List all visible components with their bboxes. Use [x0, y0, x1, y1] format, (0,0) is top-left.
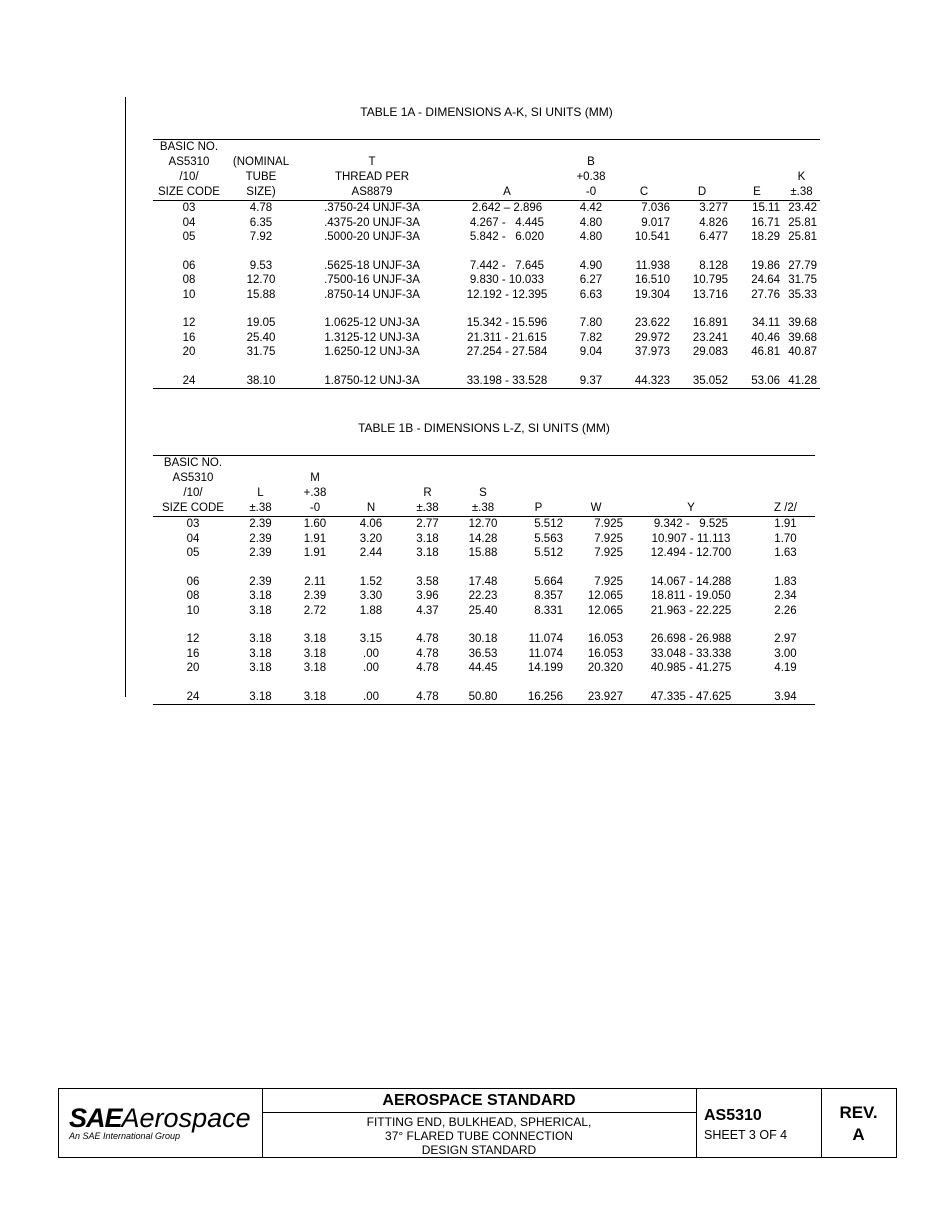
table-cell: 1.91 [303, 532, 327, 545]
column-header-line: +.38 [303, 487, 327, 499]
table-cell: 2.39 [249, 518, 272, 530]
table-cell: 15.88 [468, 547, 498, 559]
table-cell: .00 [342, 690, 400, 705]
table-cell: 24 [153, 374, 225, 389]
table-cell: 08 [182, 274, 196, 286]
document-number-cell [696, 1089, 822, 1157]
table-cell: 3.18 [303, 662, 327, 674]
table-cell: 9.017 [641, 216, 670, 229]
table-cell: 6.35 [249, 216, 273, 229]
table-cell: 9.53 [249, 259, 273, 272]
column-header [783, 140, 820, 201]
table-cell: 16.891 [692, 317, 728, 329]
table-cell: 39.68 [788, 317, 817, 329]
column-header-line: T [368, 156, 376, 168]
group-spacer [153, 618, 815, 632]
table-cell: 7.82 [579, 331, 603, 344]
table-cell: 2.642 – 2.896 [471, 202, 543, 214]
table-row [153, 374, 820, 389]
table-cell: 9.830 - 10.033 [469, 274, 545, 286]
table-cell: 4.78 [249, 202, 273, 214]
table-cell: 3.18 [249, 647, 272, 660]
table-cell: 10.541 [634, 231, 670, 243]
table-cell: 12.70 [468, 518, 498, 530]
table-cell: 33.198 - 33.528 [447, 374, 567, 389]
table-cell: 15.342 - 15.596 [466, 317, 548, 329]
column-header-line: SIZE) [246, 186, 276, 198]
table-cell: 3.15 [359, 633, 383, 645]
table-cell: 10 [186, 604, 200, 617]
group-spacer [153, 302, 820, 316]
table-cell: 12.494 - 12.700 [650, 547, 732, 559]
table-cell: 25.81 [788, 216, 817, 229]
table-cell: 1.63 [774, 547, 797, 559]
column-header-line: B [587, 156, 595, 168]
table-row [153, 661, 815, 676]
table-cell: 2.39 [249, 532, 272, 545]
table-cell: 7.925 [594, 547, 623, 559]
table-cell: 10.795 [692, 274, 728, 286]
table-cell: 16.053 [587, 633, 623, 645]
table-cell: 08 [186, 590, 200, 602]
table-cell: 4.78 [416, 633, 439, 645]
revision-cell [821, 1089, 896, 1157]
table-cell: 1.0625-12 UNJ-3A [324, 317, 420, 329]
sae-logo-tagline: An SAE International Group [69, 1131, 181, 1141]
table-cell: 23.42 [788, 202, 817, 214]
table-1b [153, 455, 815, 705]
table-row [153, 316, 820, 331]
table-cell: 4.19 [774, 662, 797, 674]
column-header-line: E [753, 186, 761, 198]
table-row [153, 230, 820, 245]
column-header-line: Y [687, 502, 695, 514]
table-cell: 4.42 [579, 202, 603, 214]
table-row [153, 604, 815, 619]
table-row [153, 589, 815, 604]
table-cell: 15.11 [752, 202, 780, 214]
table-cell: 33.048 - 33.338 [650, 647, 732, 660]
table-cell: 40.87 [788, 346, 817, 358]
sheet-number: SHEET 3 OF 4 [704, 1128, 788, 1142]
table-cell: 27.76 [751, 288, 780, 301]
table-cell: 1.52 [359, 575, 383, 588]
table-cell: 1.88 [359, 604, 383, 617]
table-row [153, 575, 815, 590]
table-cell: 35.33 [788, 288, 817, 301]
table-cell: 3.18 [249, 633, 272, 645]
sae-logo-sae: SAE [69, 1103, 122, 1133]
table-cell: 1.70 [774, 532, 797, 545]
table-cell: 06 [182, 259, 196, 272]
table-cell: 2.97 [774, 633, 797, 645]
table-cell: 03 [182, 202, 196, 214]
table-cell: 3.18 [249, 604, 272, 617]
table-cell: 03 [186, 518, 200, 530]
table-cell: 50.80 [455, 690, 511, 705]
table-cell: 3.00 [774, 647, 797, 660]
column-header [756, 456, 815, 517]
column-header-line: SIZE CODE [158, 186, 220, 198]
table-cell: .00 [363, 647, 379, 660]
column-header [153, 456, 233, 517]
table-cell: 4.78 [416, 662, 439, 674]
table-cell: 9.04 [579, 346, 603, 358]
column-header [297, 140, 447, 201]
table-cell: .5625-18 UNJF-3A [324, 259, 420, 272]
column-header [673, 140, 731, 201]
table-cell: 30.18 [468, 633, 498, 645]
table-1a-title: TABLE 1A - DIMENSIONS A-K, SI UNITS (MM) [360, 105, 613, 119]
table-cell: 12 [186, 633, 200, 645]
table-cell: 3.58 [416, 575, 439, 588]
column-header [566, 456, 626, 517]
group-spacer [153, 676, 815, 690]
table-cell: 11.074 [528, 633, 563, 645]
table-cell: 25.40 [468, 604, 498, 617]
column-header [225, 140, 297, 201]
table-cell: 16.71 [751, 216, 780, 229]
table-cell: 37.973 [634, 346, 670, 358]
table-cell: 1.91 [303, 547, 327, 559]
table-cell: 8.357 [534, 590, 563, 602]
table-cell: 6.27 [579, 274, 603, 286]
table-cell: 4.06 [359, 518, 383, 530]
table-cell: 16.053 [587, 647, 623, 660]
column-header [342, 456, 400, 517]
table-cell: 7.925 [594, 532, 623, 545]
table-cell: 7.80 [579, 317, 603, 329]
table-cell: 31.75 [788, 274, 817, 286]
table-cell: 7.442 - 7.645 [469, 259, 545, 272]
table-cell: 7.925 [594, 518, 623, 530]
table-row [153, 259, 820, 274]
table-cell: 11.938 [635, 259, 670, 272]
table-cell: 7.92 [249, 231, 273, 243]
table-cell: 4.37 [416, 604, 439, 617]
column-header [626, 456, 756, 517]
table-cell: 23.927 [566, 690, 626, 705]
table-cell: 27.254 - 27.584 [466, 346, 548, 358]
table-cell: 18.29 [751, 231, 780, 243]
column-header-line: THREAD PER [334, 171, 410, 183]
table-cell: 14.067 - 14.288 [650, 575, 732, 588]
table-cell: 22.23 [468, 590, 498, 602]
table-row [153, 632, 815, 647]
table-cell: 35.052 [673, 374, 731, 389]
table-cell: 8.128 [699, 259, 728, 272]
table-cell: 1.60 [303, 518, 327, 530]
table-cell: 40.985 - 41.275 [650, 662, 732, 674]
table-row [153, 647, 815, 662]
table-cell: 12.192 - 12.395 [466, 288, 548, 301]
table-cell: 24 [153, 690, 233, 705]
table-cell: 3.18 [233, 690, 288, 705]
table-cell: 12.065 [587, 590, 623, 602]
column-header-line: SIZE CODE [162, 502, 224, 514]
table-cell: 05 [182, 231, 196, 243]
column-header-line: +0.38 [576, 171, 606, 183]
table-cell: 4.267 - 4.445 [469, 216, 545, 229]
column-header-line: ±.38 [416, 502, 439, 514]
table-cell: 16 [182, 331, 196, 344]
table-cell: 1.3125-12 UNJ-3A [324, 331, 420, 344]
table-cell: 4.80 [579, 216, 603, 229]
table-cell: 2.77 [416, 518, 439, 530]
table-cell: .5000-20 UNJF-3A [324, 231, 420, 243]
table-1a-body [153, 201, 820, 389]
table-cell: 44.45 [468, 662, 498, 674]
table-cell: 04 [186, 532, 200, 545]
table-cell: 2.39 [249, 547, 272, 559]
table-cell: 29.083 [692, 346, 728, 358]
table-cell: 13.716 [692, 288, 728, 301]
table-cell: 5.512 [534, 547, 563, 559]
table-cell: 18.811 - 19.050 [651, 590, 731, 602]
table-cell: 7.036 [641, 202, 670, 214]
column-header-line: A [503, 186, 511, 198]
column-header-line: N [366, 502, 376, 514]
table-cell: 19.05 [246, 317, 276, 329]
column-header [511, 456, 566, 517]
column-header-line: AS5310 [172, 472, 214, 484]
table-cell: 8.331 [534, 604, 563, 617]
change-bar [125, 97, 126, 697]
document-number: AS5310 [704, 1107, 762, 1124]
table-cell: 3.18 [303, 633, 327, 645]
table-1b-title: TABLE 1B - DIMENSIONS L-Z, SI UNITS (MM) [358, 421, 610, 435]
column-header-line: K [797, 171, 806, 183]
table-cell: 4.90 [579, 259, 603, 272]
group-spacer [153, 360, 820, 374]
table-cell: 16.510 [634, 274, 670, 286]
table-cell: 3.18 [303, 647, 327, 660]
sae-logo-wordmark [69, 1103, 251, 1134]
table-cell: 15.88 [246, 288, 276, 301]
table-cell: 6.63 [579, 288, 603, 301]
column-header [153, 140, 225, 201]
table-cell: 47.335 - 47.625 [626, 690, 756, 705]
table-row [153, 532, 815, 547]
column-header-line: D [697, 186, 707, 198]
column-header-line: AS5310 [168, 156, 210, 168]
table-cell: 41.28 [783, 374, 820, 389]
table-cell: 31.75 [246, 346, 276, 358]
table-cell: 36.53 [468, 647, 498, 660]
table-cell: 3.18 [249, 662, 272, 674]
table-1a-header-row [153, 140, 820, 201]
table-cell: 14.199 [527, 662, 563, 674]
document-description [262, 1113, 696, 1157]
revision-value: A [852, 1125, 865, 1144]
table-cell: 17.48 [468, 575, 498, 588]
table-cell: 5.512 [534, 518, 563, 530]
table-cell: 2.72 [303, 604, 327, 617]
table-cell: 21.311 - 21.615 [467, 331, 547, 344]
table-cell: 9.342 - 9.525 [653, 518, 729, 530]
column-header-line: W [590, 502, 602, 514]
column-header [400, 456, 455, 517]
table-cell: .7500-16 UNJF-3A [324, 274, 420, 286]
table-cell: 2.44 [359, 547, 383, 559]
table-cell: 4.826 [699, 216, 728, 229]
table-cell: 12.065 [587, 604, 623, 617]
table-cell: 3.18 [249, 590, 272, 602]
table-1b-header-row [153, 456, 815, 517]
title-block [58, 1088, 897, 1158]
column-header-line: BASIC NO. [163, 457, 223, 469]
table-cell: 10.907 - 11.113 [651, 532, 731, 545]
table-cell: .8750-14 UNJF-3A [324, 288, 420, 301]
table-cell: 5.664 [534, 575, 563, 588]
table-cell: 53.06 [731, 374, 783, 389]
table-cell: 39.68 [788, 331, 817, 344]
table-cell: 40.46 [751, 331, 780, 344]
table-cell: 04 [182, 216, 196, 229]
table-cell: .3750-24 UNJF-3A [324, 202, 420, 214]
table-cell: 7.925 [594, 575, 623, 588]
column-header-line: L [257, 487, 264, 499]
column-header [731, 140, 783, 201]
table-cell: 2.26 [774, 604, 797, 617]
table-cell: 25.40 [246, 331, 276, 344]
table-cell: 38.10 [225, 374, 297, 389]
table-cell: 12 [182, 317, 196, 329]
table-cell: 4.78 [416, 647, 439, 660]
table-cell: 20 [186, 662, 200, 674]
table-cell: 14.28 [468, 532, 498, 545]
table-cell: 3.20 [359, 532, 383, 545]
table-row [153, 216, 820, 231]
table-cell: 06 [186, 575, 200, 588]
table-cell: 1.91 [774, 518, 797, 530]
table-cell: .4375-20 UNJF-3A [324, 216, 420, 229]
column-header-line: /10/ [183, 487, 203, 499]
table-cell: 3.277 [699, 202, 728, 214]
sae-logo [59, 1089, 263, 1157]
column-header [288, 456, 342, 517]
description-line: FITTING END, BULKHEAD, SPHERICAL, [366, 1115, 592, 1129]
column-header-line: -0 [309, 502, 321, 514]
table-cell: 4.78 [400, 690, 455, 705]
table-cell: 44.323 [615, 374, 673, 389]
table-row [153, 517, 815, 532]
table-cell: 16.256 [511, 690, 566, 705]
table-row [153, 273, 820, 288]
table-cell: 9.37 [567, 374, 615, 389]
table-cell: 23.622 [634, 317, 670, 329]
table-cell: 12.70 [246, 274, 276, 286]
table-row [153, 345, 820, 360]
table-cell: 3.18 [288, 690, 342, 705]
table-cell: 26.698 - 26.988 [650, 633, 732, 645]
column-header-line: C [639, 186, 649, 198]
table-cell: 2.39 [303, 590, 327, 602]
column-header-line: ±.38 [249, 502, 272, 514]
column-header-line: -0 [585, 186, 597, 198]
table-cell: 3.18 [416, 547, 439, 559]
table-cell: 2.11 [304, 575, 326, 588]
document-title-cell [262, 1089, 697, 1157]
column-header-line: S [479, 487, 487, 499]
table-cell: 19.304 [634, 288, 670, 301]
column-header [233, 456, 288, 517]
column-header-line: P [534, 502, 543, 514]
table-cell: 27.79 [788, 259, 817, 272]
table-cell: 11.074 [528, 647, 563, 660]
table-cell: 4.80 [579, 231, 603, 243]
table-cell: 34.11 [752, 317, 780, 329]
table-cell: 3.96 [416, 590, 439, 602]
table-row [153, 331, 820, 346]
table-cell: 23.241 [692, 331, 728, 344]
column-header-line: R [423, 487, 432, 499]
table-cell: 05 [186, 547, 200, 559]
table-cell: 20.320 [587, 662, 623, 674]
group-spacer [153, 561, 815, 575]
table-1a [153, 139, 820, 389]
table-cell: 2.39 [249, 575, 272, 588]
table-cell: 16 [186, 647, 200, 660]
table-cell: 24.64 [751, 274, 780, 286]
column-header [455, 456, 511, 517]
table-cell: 29.972 [634, 331, 670, 344]
table-cell: 3.30 [359, 590, 383, 602]
table-row [153, 201, 820, 216]
column-header [567, 140, 615, 201]
column-header-line: TUBE [245, 171, 277, 183]
table-cell: 6.477 [699, 231, 728, 243]
column-header [447, 140, 567, 201]
table-cell: 46.81 [751, 346, 780, 358]
column-header-line: ±.38 [790, 186, 813, 198]
table-cell: .00 [363, 662, 379, 674]
table-cell: 19.86 [751, 259, 780, 272]
table-cell: 2.34 [774, 590, 797, 602]
description-line: DESIGN STANDARD [421, 1143, 537, 1157]
table-cell: 21.963 - 22.225 [650, 604, 732, 617]
table-cell: 1.8750-12 UNJ-3A [297, 374, 447, 389]
column-header-line: ±.38 [471, 502, 495, 514]
table-cell: 25.81 [788, 231, 817, 243]
table-cell: 1.6250-12 UNJ-3A [324, 346, 420, 358]
table-row [153, 288, 820, 303]
column-header-line: (NOMINAL [232, 156, 290, 168]
group-spacer [153, 245, 820, 259]
sae-logo-aerospace: Aerospace [121, 1103, 251, 1133]
standard-heading: AEROSPACE STANDARD [262, 1089, 696, 1113]
column-header-line: BASIC NO. [159, 141, 219, 153]
column-header [615, 140, 673, 201]
table-1b-body [153, 517, 815, 705]
column-header-line: Z /2/ [773, 502, 797, 514]
table-row [153, 690, 815, 705]
table-cell: 5.563 [534, 532, 563, 545]
table-cell: 3.18 [416, 532, 439, 545]
table-cell: 3.94 [756, 690, 815, 705]
column-header-line: AS8879 [351, 186, 393, 198]
table-cell: 5.842 - 6.020 [469, 231, 545, 243]
table-cell: 20 [182, 346, 196, 358]
table-cell: 1.83 [774, 575, 797, 588]
revision-label: REV. [839, 1103, 878, 1122]
table-row [153, 546, 815, 561]
column-header-line: /10/ [179, 171, 199, 183]
table-cell: 10 [182, 288, 196, 301]
column-header-line: M [310, 472, 320, 484]
description-line: 37° FLARED TUBE CONNECTION [385, 1129, 573, 1143]
